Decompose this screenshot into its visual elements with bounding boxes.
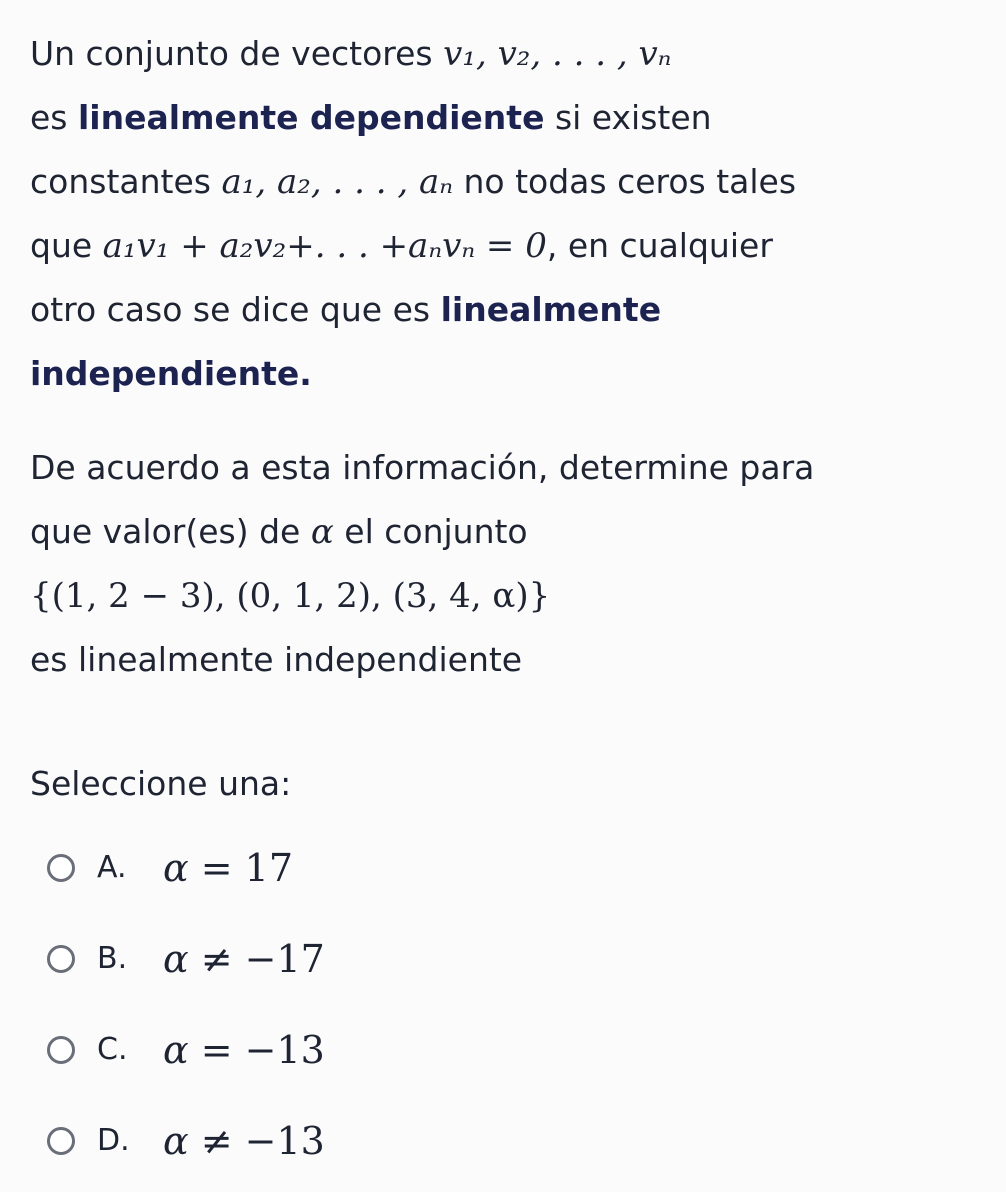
option-letter: B.: [97, 941, 128, 976]
alpha-symbol: α: [163, 1118, 189, 1163]
independent-term: linealmente: [440, 290, 662, 329]
option-math: [163, 1119, 325, 1163]
paragraph-gap: [30, 406, 980, 436]
option-d[interactable]: [30, 1095, 980, 1186]
option-relation: = −13: [188, 1027, 325, 1072]
option-relation: ≠ −13: [188, 1118, 325, 1163]
independent-term-end: independiente.: [30, 354, 312, 393]
option-b[interactable]: [30, 913, 980, 1004]
definition-line-4: [30, 214, 980, 278]
option-math: [163, 1028, 325, 1072]
alpha-symbol: α: [163, 1027, 189, 1072]
answer-options: [30, 822, 980, 1186]
alpha-symbol: α: [163, 845, 189, 890]
option-c[interactable]: [30, 1004, 980, 1095]
alpha-symbol: α: [310, 512, 334, 552]
option-letter: C.: [97, 1032, 128, 1067]
definition-text: es: [30, 98, 78, 137]
alpha-symbol: α: [163, 936, 189, 981]
definition-text: , en cualquier: [546, 226, 773, 265]
question-line-4: es linealmente independiente: [30, 640, 523, 679]
vector-set-math: {(1, 2 − 3), (0, 1, 2), (3, 4, α)}: [30, 576, 551, 616]
question-text: el conjunto: [333, 512, 528, 551]
definition-text: otro caso se dice que es: [30, 290, 441, 329]
dependent-term: linealmente dependiente: [78, 98, 545, 137]
radio-button-a[interactable]: [47, 854, 75, 882]
linear-combination-math: a₁v₁ + a₂v₂+. . . +aₙvₙ = 0: [102, 226, 547, 266]
definition-line-5: [30, 278, 980, 342]
definition-line-2: [30, 86, 980, 150]
definition-line-6: [30, 342, 980, 406]
definition-text: constantes: [30, 162, 222, 201]
constants-math: a₁, a₂, . . . , aₙ: [221, 162, 453, 202]
option-a[interactable]: [30, 822, 980, 913]
definition-text: no todas ceros tales: [453, 162, 797, 201]
vector-list-math: v₁, v₂, . . . , vₙ: [443, 34, 672, 74]
definition-text: que: [30, 226, 103, 265]
option-math: [163, 846, 293, 890]
question-set-line: [30, 564, 980, 628]
option-relation: = 17: [188, 845, 294, 890]
select-prompt: Seleccione una:: [30, 764, 292, 803]
option-letter: D.: [97, 1123, 130, 1158]
option-math: [163, 937, 325, 981]
radio-button-c[interactable]: [47, 1036, 75, 1064]
definition-text: si existen: [544, 98, 712, 137]
question-container: [30, 22, 980, 1186]
definition-text: Un conjunto de vectores: [30, 34, 444, 73]
radio-button-b[interactable]: [47, 945, 75, 973]
question-line-2: [30, 500, 980, 564]
question-text: que valor(es) de: [30, 512, 311, 551]
definition-line-1: [30, 22, 980, 86]
radio-button-d[interactable]: [47, 1127, 75, 1155]
option-letter: A.: [97, 850, 127, 885]
question-line-1: De acuerdo a esta información, determine para: [30, 448, 815, 487]
definition-line-3: [30, 150, 980, 214]
option-relation: ≠ −17: [188, 936, 325, 981]
